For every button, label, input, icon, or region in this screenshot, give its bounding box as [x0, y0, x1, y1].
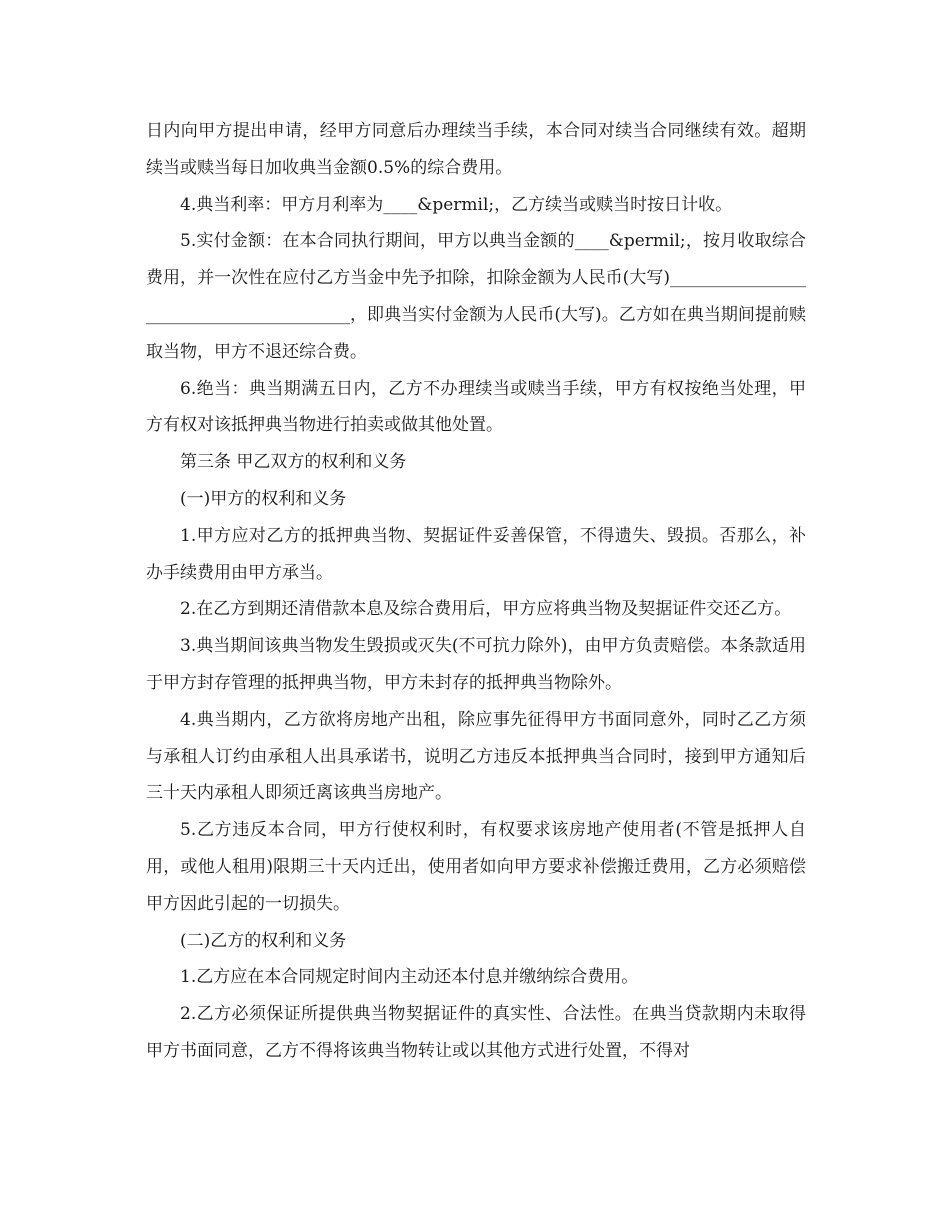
paragraph-interest-rate: 4.典当利率：甲方月利率为____&permil;，乙方续当或赎当时按日计收。	[180, 194, 733, 215]
paragraph-party-a-1: 1.甲方应对乙方的抵押典当物、契据证件妥善保管，不得遗失、毁损。否那么，补办手续费用由甲方承当。	[146, 525, 806, 583]
subsection-heading-party-a: (一)甲方的权利和义务	[180, 488, 347, 509]
paragraph-party-a-3: 3.典当期间该典当物发生毁损或灭失(不可抗力除外)，由甲方负责赔偿。本条款适用于甲方封存管理的抵押典当物，甲方未封存的抵押典当物除外。	[146, 636, 806, 693]
subsection-heading-party-b: (二)乙方的权利和义务	[180, 930, 347, 951]
section-heading-rights-obligations: 第三条 甲乙双方的权利和义务	[180, 452, 407, 473]
paragraph-party-b-2: 2.乙方必须保证所提供典当物契据证件的真实性、合法性。在典当贷款期内未取得甲方书面同意，乙方不得将该典当物转让或以其他方式进行处置，不得对	[146, 1004, 806, 1061]
document-body	[146, 113, 806, 1070]
paragraph-party-b-1: 1.乙方应在本合同规定时间内主动还本付息并缴纳综合费用。	[180, 967, 639, 988]
paragraph-party-a-2: 2.在乙方到期还清借款本息及综合费用后，甲方应将典当物及契据证件交还乙方。	[180, 599, 792, 620]
paragraph-continuation: 日内向甲方提出申请，经甲方同意后办理续当手续，本合同对续当合同继续有效。超期续当或赎当每日加收典当金额0.5%的综合费用。	[146, 121, 806, 178]
paragraph-forfeiture: 6.绝当：典当期满五日内，乙方不办理续当或赎当手续，甲方有权按绝当处理，甲方有权对该抵押典当物进行拍卖或做其他处置。	[146, 378, 806, 436]
paragraph-party-a-5: 5.乙方违反本合同，甲方行使权利时，有权要求该房地产使用者(不管是抵押人自用，或他人租用)限期三十天内迁出，使用者如向甲方要求补偿搬迁费用，乙方必须赔偿甲方因此引起的一切损失。	[146, 820, 806, 914]
paragraph-party-a-4: 4.典当期内，乙方欲将房地产出租，除应事先征得甲方书面同意外，同时乙乙方须与承租人订约由承租人出具承诺书，说明乙方违反本抵押典当合同时，接到甲方通知后三十天内承租人即须迁离该典当房地产。	[146, 709, 806, 804]
paragraph-actual-amount: 5.实付金额：在本合同执行期间，甲方以典当金额的____&permil;，按月收取综合费用，并一次性在应付乙方当金中先予扣除，扣除金额为人民币(大写)________________________________________，即典当实付金额为人民币(大写)。乙方如在典当期间提前赎取当物，甲方不退还综合费。	[146, 231, 806, 362]
